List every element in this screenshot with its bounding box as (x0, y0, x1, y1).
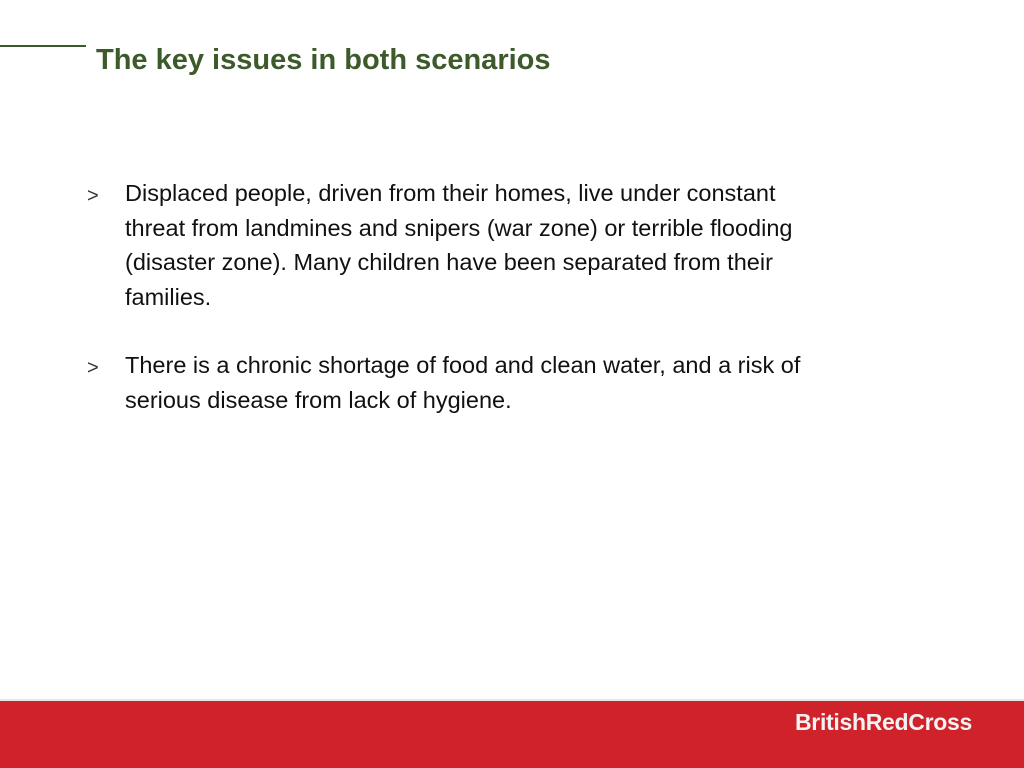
bullet-text: There is a chronic shortage of food and clean water, and a risk of serious disease from lack of hygiene. (125, 352, 801, 413)
british-red-cross-logo (795, 706, 972, 738)
bullet-text: Displaced people, driven from their homes, live under constant threat from landmines and snipers (war zone) or terrible flooding (disaster zone). Many children have been separated from their families. (125, 180, 793, 310)
logo-text: BritishRedCross (795, 709, 972, 735)
bullet-list (87, 176, 827, 451)
slide-title: The key issues in both scenarios (96, 44, 551, 76)
bullet-item-displaced-people (87, 176, 827, 314)
chevron-right-icon: > (87, 185, 99, 207)
title-accent-rule (0, 45, 86, 47)
chevron-right-icon: > (87, 357, 99, 379)
bullet-item-food-water-shortage (87, 348, 827, 417)
